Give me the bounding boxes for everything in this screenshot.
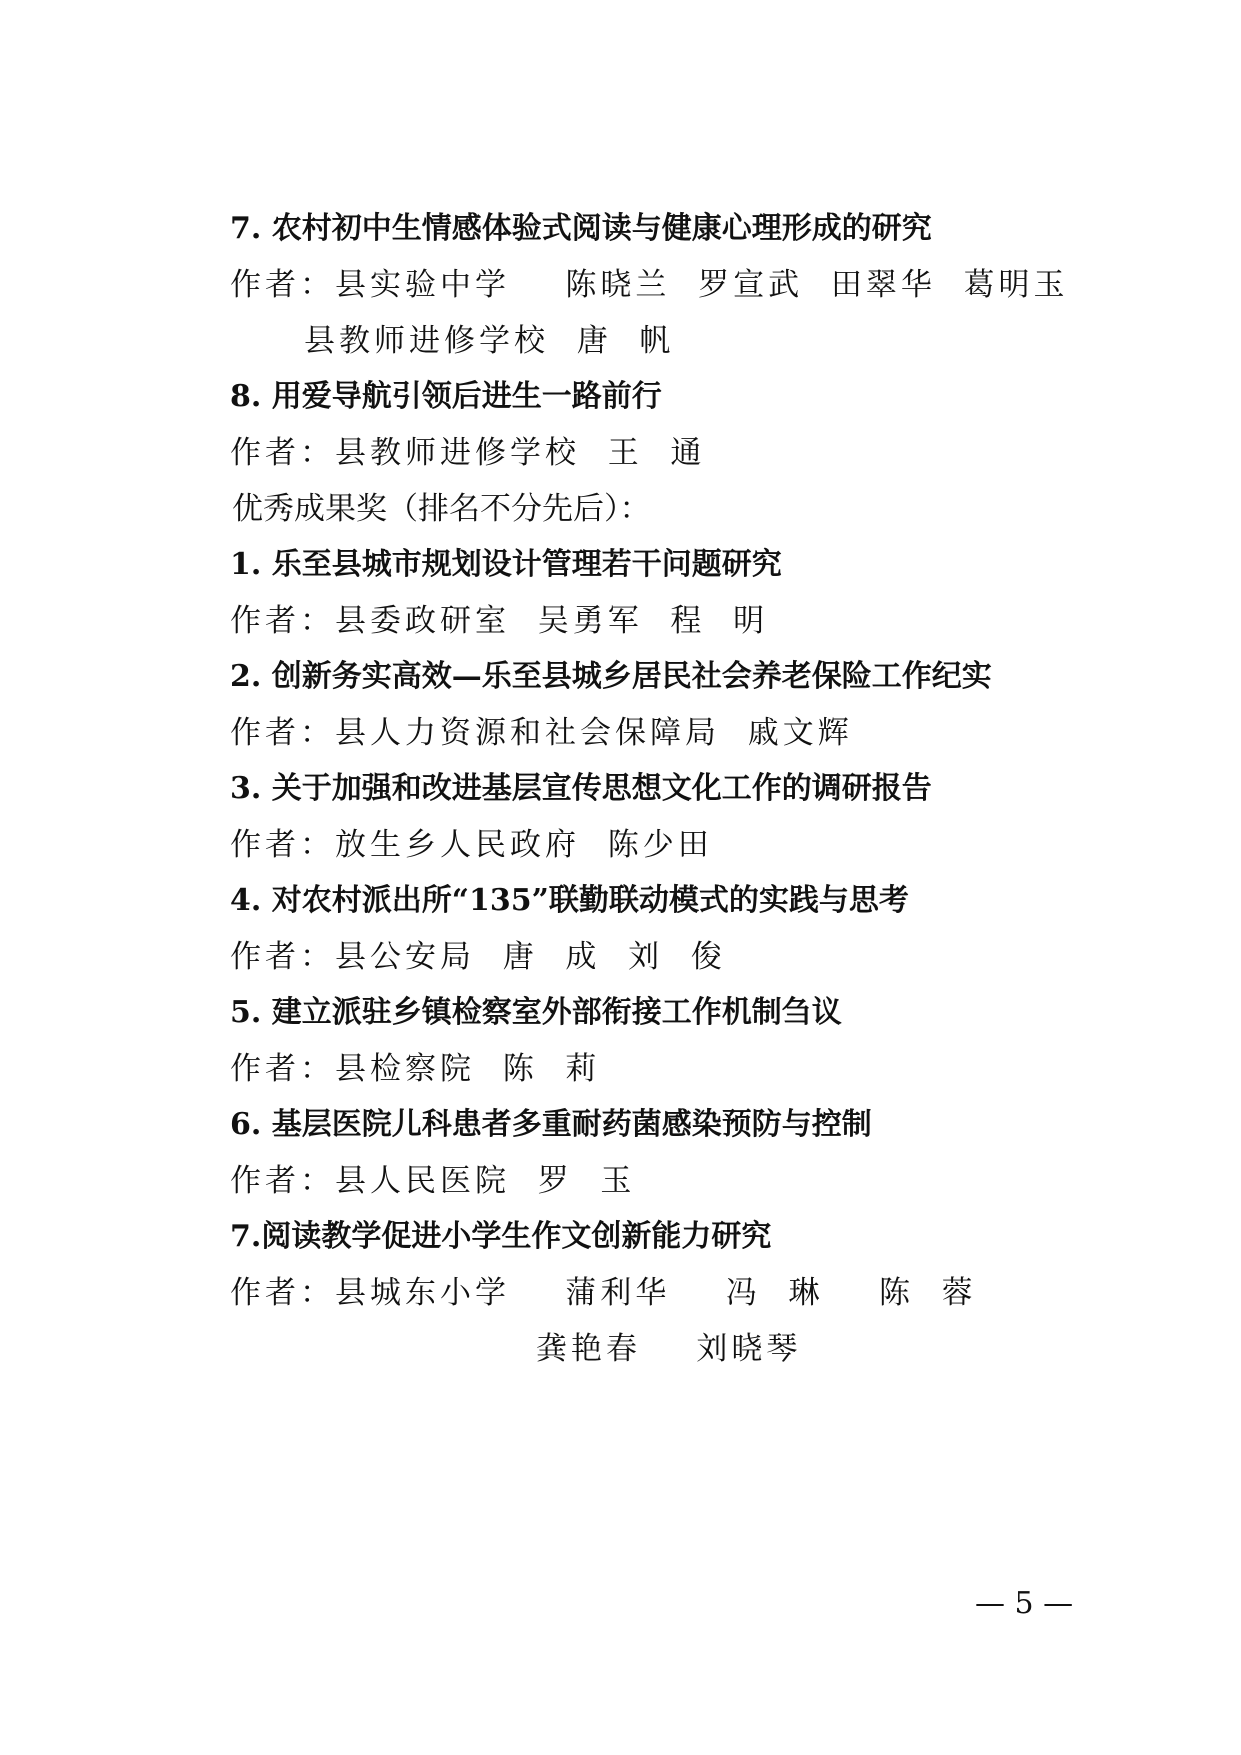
entry-authors: 作者：县教师进修学校 王 通 [230,435,706,471]
entry-title: 4. 对农村派出所“135”联勤联动模式的实践与思考 [230,883,909,918]
entry-title: 8. 用爱导航引领后进生一路前行 [230,379,662,414]
entry-authors: 作者：县检察院 陈 莉 [230,1051,601,1087]
entry-title: 7. 农村初中生情感体验式阅读与健康心理形成的研究 [230,211,932,246]
entry-authors: 作者：放生乡人民政府 陈少田 [230,827,713,863]
entry-title: 6. 基层医院儿科患者多重耐药菌感染预防与控制 [230,1107,872,1142]
entry-title: 7.阅读教学促进小学生作文创新能力研究 [230,1219,772,1254]
section-heading: 优秀成果奖（排名不分先后）： [232,491,651,527]
entry-title: 2. 创新务实高效—乐至县城乡居民社会养老保险工作纪实 [230,659,992,694]
entry-title: 5. 建立派驻乡镇检察室外部衔接工作机制刍议 [230,995,842,1030]
entry-authors: 作者：县人民医院 罗 玉 [230,1163,636,1199]
entry-authors: 作者：县公安局 唐 成 刘 俊 [230,939,726,975]
entry-title: 1. 乐至县城市规划设计管理若干问题研究 [230,547,782,582]
entry-authors: 作者：县委政研室 吴勇军 程 明 [230,603,769,639]
entry-title: 3. 关于加强和改进基层宣传思想文化工作的调研报告 [230,771,932,806]
entry-authors-cont: 县教师进修学校 唐 帆 [304,323,675,359]
page-number: — 5 — [975,1586,1074,1621]
entry-authors: 作者：县人力资源和社会保障局 戚文辉 [230,715,853,751]
entry-authors: 作者：县城东小学 蒲利华 冯 琳 陈 蓉 [230,1275,977,1311]
entry-authors-cont: 龚艳春 刘晓琴 [536,1331,802,1367]
entry-authors: 作者：县实验中学 陈晓兰 罗宣武 田翠华 葛明玉 [230,267,1069,303]
